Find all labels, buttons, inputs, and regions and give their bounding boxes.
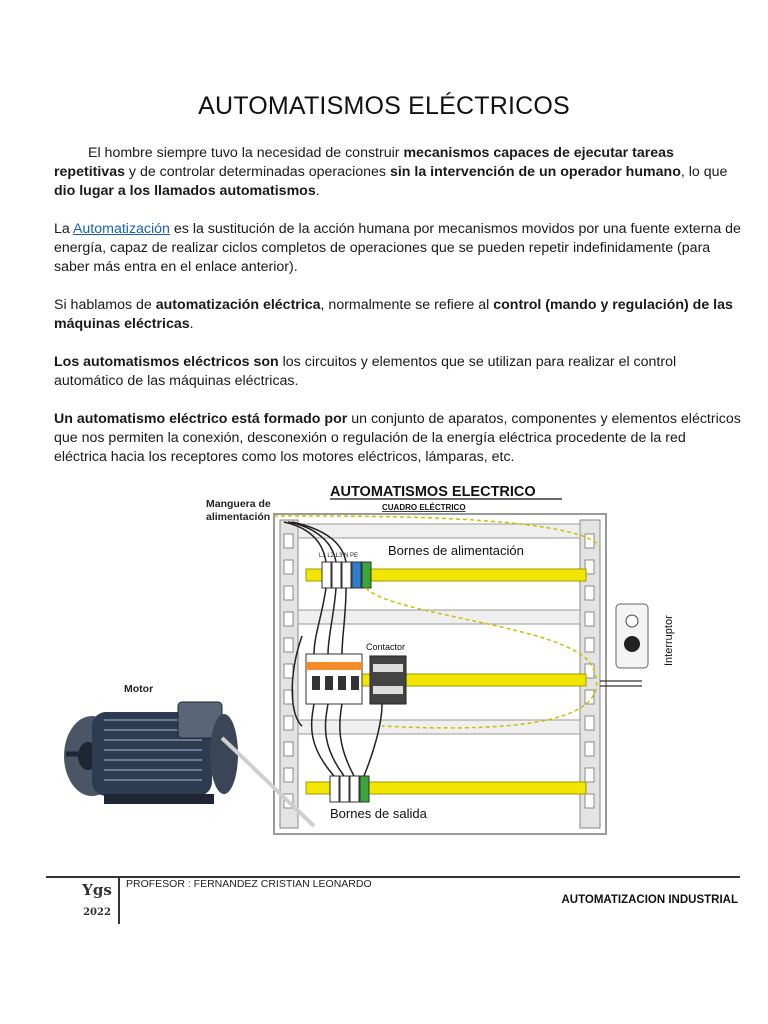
electric-text: , normalmente se refiere al [320, 297, 494, 313]
electrical-panel-diagram [52, 476, 724, 846]
composition-bold: Un automatismo eléctrico está formado por [54, 411, 348, 427]
contactor-label: Contactor [366, 642, 406, 652]
switch-label: Interruptor [663, 615, 675, 666]
input-terminals [322, 562, 371, 588]
automation-paragraph [54, 220, 742, 277]
page-title: AUTOMATISMOS ELÉCTRICOS [198, 92, 570, 120]
logo-year: 2022 [83, 907, 111, 918]
intro-text: . [315, 183, 320, 199]
hose-label-line2: alimentación [206, 511, 271, 523]
definition-bold: Los automatismos eléctricos son [54, 354, 279, 370]
electric-text: Si hablamos de [54, 297, 156, 313]
definition-text: los circuitos y elementos que se utilizan para realizar el control automático de las máquinas eléctricas. [54, 354, 677, 389]
intro-bold-2: sin la intervención de un operador humano [389, 164, 681, 180]
footer-course: AUTOMATIZACION INDUSTRIAL [561, 894, 738, 906]
electric-bold-1: automatización eléctrica [155, 297, 321, 313]
intro-text: y de controlar determinadas operaciones [124, 164, 390, 180]
automatizacion-link[interactable]: Automatización [72, 221, 170, 237]
automation-text: es la sustitución de la acción humana por mecanismos movidos por una fuente externa de energía, capaz de realizar ciclos completos de operaciones que se pueden repetir indefinidamente (para saber más entra en el enlace anterior). [54, 221, 741, 275]
input-terminals-label: Bornes de alimentación [388, 543, 524, 558]
electric-automation-paragraph [54, 296, 742, 334]
footer-logo [76, 880, 118, 920]
electric-text: . [189, 316, 194, 332]
intro-text: El hombre siempre tuvo la necesidad de construir [88, 145, 404, 161]
intro-paragraph [54, 144, 742, 201]
footer-professor: PROFESOR : FERNANDEZ CRISTIAN LEONARDO [126, 878, 372, 890]
terminal-letters: L1 L2 L3 N PE [319, 553, 359, 559]
logo-text: Ygs [82, 881, 112, 899]
output-terminals-label: Bornes de salida [330, 806, 427, 821]
diagram-subheading: CUADRO ELÉCTRICO [382, 503, 466, 512]
composition-paragraph [54, 410, 742, 467]
automation-text: La [54, 221, 73, 237]
intro-text: , lo que [680, 164, 728, 180]
definition-paragraph [54, 353, 742, 391]
footer-vertical-divider [118, 876, 120, 924]
intro-bold-3: dio lugar a los llamados automatismos [54, 183, 316, 199]
motor-label: Motor [124, 683, 154, 695]
intro-bold-1: mecanismos capaces de ejecutar tareas repetitivas [54, 145, 674, 180]
composition-text: un conjunto de aparatos, componentes y elementos eléctricos que nos permiten la conexión, desconexión o regulación de la energía eléctrica procedente de la red eléctrica hacia los receptores como los motores eléctricos, lámparas, etc. [54, 411, 741, 465]
contactor [370, 656, 406, 704]
switch-box [600, 604, 648, 686]
diagram-heading: AUTOMATISMOS ELECTRICO [330, 484, 536, 500]
circuit-breaker [306, 654, 362, 704]
output-terminals [330, 776, 369, 802]
electric-bold-2: control (mando y regulación) de las máquinas eléctricas [54, 297, 733, 332]
hose-label-line1: Manguera de [206, 498, 271, 510]
motor-illustration [64, 702, 314, 826]
